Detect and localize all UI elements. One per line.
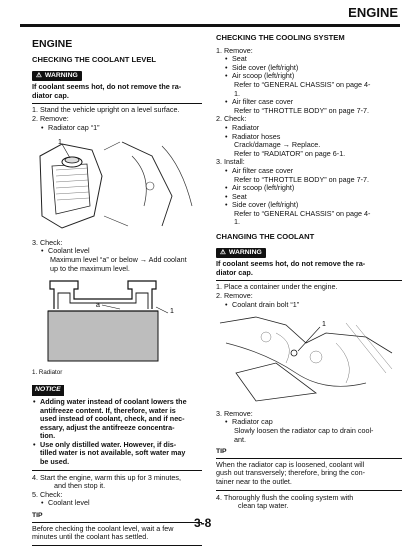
drain-bolt-illustration <box>216 313 396 403</box>
figure-callout: 1 <box>58 139 62 147</box>
tip-text <box>32 525 202 546</box>
left-column <box>32 34 202 549</box>
radiator-level-figure <box>32 277 202 377</box>
radiator-cap-figure <box>32 136 202 235</box>
notice-line: • Use only distilled water. However, if dis- <box>40 439 177 449</box>
notice-bullet <box>32 441 202 467</box>
step-2: 2. Remove: <box>32 113 69 123</box>
step-1: 1. Stand the vehicle upright on a level surface. <box>32 105 180 115</box>
step-2-item: • Radiator cap “1” <box>40 123 100 132</box>
tip-label: TIP <box>32 512 202 523</box>
r-ref: 1. <box>234 217 240 227</box>
notice-line: antifreeze content. If, therefore, water is <box>40 405 176 415</box>
r-step-3: 3. Install: <box>216 157 245 167</box>
warning-label: WARNING <box>228 248 262 256</box>
c-step-3: 3. Remove: <box>216 408 253 418</box>
step-4: 4. Start the engine, warm this up for 3 minutes, <box>32 472 182 482</box>
notice-line: be used. <box>40 457 70 467</box>
tip-line: Before checking the coolant level, wait a few <box>32 523 174 533</box>
c-step-4: 4. Thoroughly flush the cooling system with <box>216 492 354 502</box>
warning-text <box>216 260 402 281</box>
tip-label: TIP <box>216 448 402 459</box>
r-ref: Refer to “GENERAL CHASSIS” on page 4- <box>234 79 371 89</box>
notice-block <box>32 381 202 470</box>
warning-line: diator cap. <box>32 90 69 100</box>
subsection-changing-coolant: CHANGING THE COOLANT <box>216 232 315 242</box>
warning-badge <box>216 248 266 259</box>
r-step-1-item: • Seat <box>224 54 247 63</box>
step-4-cont: and then stop it. <box>54 481 106 491</box>
r-step-2-item: • Radiator hoses <box>224 132 280 141</box>
radiator-cap-illustration <box>32 136 198 232</box>
notice-line: essary, adjust the antifreeze concentra- <box>40 422 175 432</box>
c-step-2-item: • Coolant drain bolt “1” <box>224 300 299 309</box>
warning-text <box>32 83 202 104</box>
notice-line: used instead of coolant, check, and if nec- <box>40 414 185 424</box>
r-step-1-item: • Air filter case cover <box>224 97 293 106</box>
warning-line: If coolant seems hot, do not remove the ra- <box>32 82 182 92</box>
figure-caption: 1. Radiator <box>32 368 63 376</box>
tip-line: gush out transversely; therefore, bring the con- <box>216 468 366 478</box>
tip-text <box>216 461 402 491</box>
r-step-2-text: Crack/damage → Replace. <box>234 140 321 150</box>
warning-label: WARNING <box>44 71 78 79</box>
drain-bolt-figure <box>216 313 402 406</box>
c-step-2: 2. Remove: <box>216 291 253 301</box>
r-ref: Refer to “GENERAL CHASSIS” on page 4- <box>234 208 371 218</box>
step-5-item: • Coolant level <box>40 498 90 507</box>
page-number: 3-8 <box>194 516 212 530</box>
subsection-coolant-level: CHECKING THE COOLANT LEVEL <box>32 55 157 64</box>
r-step-2: 2. Check: <box>216 114 247 124</box>
c-step-4-cont: clean tap water. <box>238 501 289 511</box>
tip-line: minutes until the coolant has settled. <box>32 532 149 542</box>
r-ref: 1. <box>234 88 240 98</box>
warning-block <box>216 246 402 282</box>
header-rule <box>20 24 400 27</box>
r-step-2-item: • Radiator <box>224 123 259 132</box>
step-3-item: • Coolant level <box>40 246 90 255</box>
right-column <box>216 34 402 511</box>
notice-line: • Adding water instead of coolant lowers the <box>40 396 187 406</box>
c-step-3-item: • Radiator cap <box>224 417 273 426</box>
r-step-3-item: • Air filter case cover <box>224 166 293 175</box>
warning-block <box>32 69 202 105</box>
r-step-3-item: • Air scoop (left/right) <box>224 183 294 192</box>
header-title: ENGINE <box>348 5 398 20</box>
r-step-1-item: • Side cover (left/right) <box>224 63 298 72</box>
radiator-callout: 1 <box>170 308 174 316</box>
notice-line: tilled water is not available, soft water may <box>40 448 186 458</box>
warning-triangle-icon: ⚠ <box>220 248 226 256</box>
r-step-1-item: • Air scoop (left/right) <box>224 71 294 80</box>
step-3-text: Maximum level “a” or below → Add coolant <box>50 254 187 264</box>
tip-line: tainer near to the outlet. <box>216 476 292 486</box>
notice-bullet <box>32 398 202 441</box>
c-step-1: 1. Place a container under the engine. <box>216 282 338 292</box>
r-ref: Refer to “THROTTLE BODY” on page 7-7. <box>234 174 370 184</box>
c-step-3-text: ant. <box>234 434 246 444</box>
radiator-diagram <box>32 277 198 363</box>
level-callout-a: a <box>96 302 100 310</box>
notice-line: tion. <box>40 431 56 441</box>
warning-badge <box>32 71 82 82</box>
section-title: ENGINE <box>32 38 73 50</box>
r-step-1: 1. Remove: <box>216 45 253 55</box>
warning-line: diator cap. <box>216 267 253 277</box>
r-step-3-item: • Seat <box>224 192 247 201</box>
figure-callout: 1 <box>322 321 326 329</box>
r-step-3-item: • Side cover (left/right) <box>224 200 298 209</box>
page-header <box>20 0 400 22</box>
tip-line: When the radiator cap is loosened, coolant will <box>216 459 365 469</box>
r-step-2-text: Refer to “RADIATOR” on page 6-1. <box>234 148 346 158</box>
warning-line: If coolant seems hot, do not remove the ra- <box>216 259 366 269</box>
warning-triangle-icon: ⚠ <box>36 71 42 79</box>
step-3: 3. Check: <box>32 237 63 247</box>
step-3-text: up to the maximum level. <box>50 263 130 273</box>
c-step-3-text: Slowly loosen the radiator cap to drain cool- <box>234 426 374 435</box>
notice-badge: NOTICE <box>32 385 64 396</box>
step-5: 5. Check: <box>32 489 63 499</box>
subsection-cooling-system: CHECKING THE COOLING SYSTEM <box>216 33 345 42</box>
r-ref: Refer to “THROTTLE BODY” on page 7-7. <box>234 105 370 115</box>
